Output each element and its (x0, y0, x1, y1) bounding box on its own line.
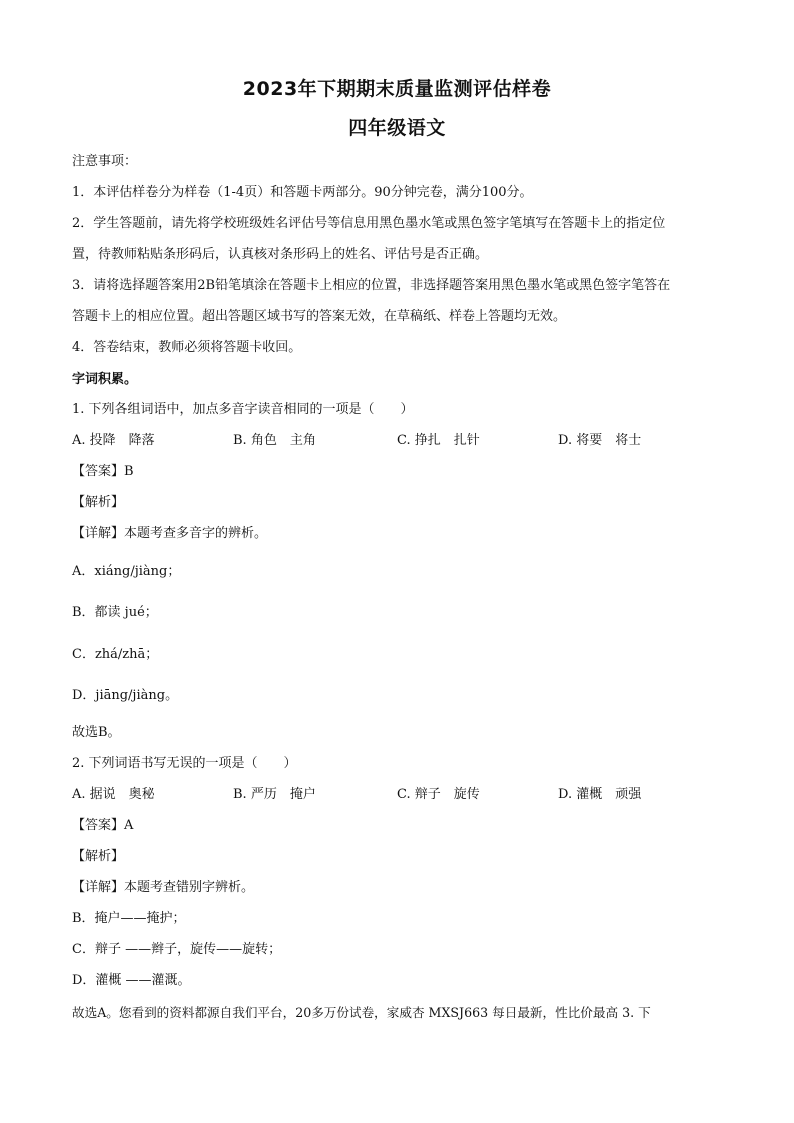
explanation-line: A．xiáng/jiàng； (72, 564, 181, 579)
notes-item: 1．本评估样卷分为样卷（1-4页）和答题卡两部分。90分钟完卷，满分100分。 (72, 185, 533, 200)
option-c: C. 挣扎 扎针 (397, 433, 480, 448)
exam-subtitle: 四年级语文 (348, 117, 446, 139)
notes-item: 置，待教师粘贴条形码后，认真核对条形码上的姓名、评估号是否正确。 (72, 247, 489, 262)
explanation-line: D．灌概 ——灌溉。 (72, 973, 191, 988)
section-title: 字词积累。 (72, 372, 138, 387)
option-b: B. 严历 掩户 (233, 787, 316, 802)
question-1-options (72, 432, 732, 450)
option-a: A. 据说 奥秘 (72, 787, 155, 802)
explanation-line: C．zhá/zhā； (72, 647, 159, 662)
explanation-line: D．jiāng/jiàng。 (72, 688, 179, 703)
notes-heading: 注意事项： (72, 154, 138, 169)
option-d: D. 将要 将士 (558, 433, 642, 448)
answer-label: 【答案】A (72, 818, 134, 833)
option-b: B. 角色 主角 (233, 433, 316, 448)
question-1-stem: 1. 下列各组词语中，加点多音字读音相同的一项是（ ） (72, 402, 414, 417)
analysis-label: 【解析】 (72, 495, 125, 510)
option-a: A. 投降 降落 (72, 433, 155, 448)
option-c: C. 辩子 旋传 (397, 787, 480, 802)
explanation-line: B．掩户——掩护； (72, 911, 186, 926)
conclusion-text: 故选A。您看到的资料都源自我们平台，20多万份试卷，家威杏 MXSJ663 每日最新，性比价最高 3. 下 (72, 1005, 651, 1020)
explanation-line: C．辩子 ——辫子，旋传——旋转； (72, 942, 282, 957)
notes-item: 3．请将选择题答案用2B铅笔填涂在答题卡上相应的位置，非选择题答案用黑色墨水笔或黑色签字笔答在 (72, 278, 671, 293)
exam-title: 2023年下期期末质量监测评估样卷 (242, 78, 552, 100)
detail-text: 【详解】本题考查多音字的辨析。 (72, 526, 268, 541)
detail-text: 【详解】本题考查错别字辨析。 (72, 880, 255, 895)
analysis-label: 【解析】 (72, 849, 125, 864)
answer-label: 【答案】B (72, 464, 134, 479)
explanation-line: B．都读 jué； (72, 605, 158, 620)
question-2-stem: 2. 下列词语书写无误的一项是（ ） (72, 756, 297, 771)
notes-item: 答题卡上的相应位置。超出答题区域书写的答案无效，在草稿纸、样卷上答题均无效。 (72, 309, 567, 324)
notes-item: 4．答卷结束，教师必须将答题卡收回。 (72, 340, 302, 355)
question-2-options (72, 786, 732, 804)
conclusion-text: 故选B。 (72, 725, 121, 740)
option-d: D. 灌概 顽强 (558, 787, 642, 802)
notes-item: 2．学生答题前，请先将学校班级姓名评估号等信息用黑色墨水笔或黑色签字笔填写在答题卡上的指定位 (72, 216, 666, 231)
